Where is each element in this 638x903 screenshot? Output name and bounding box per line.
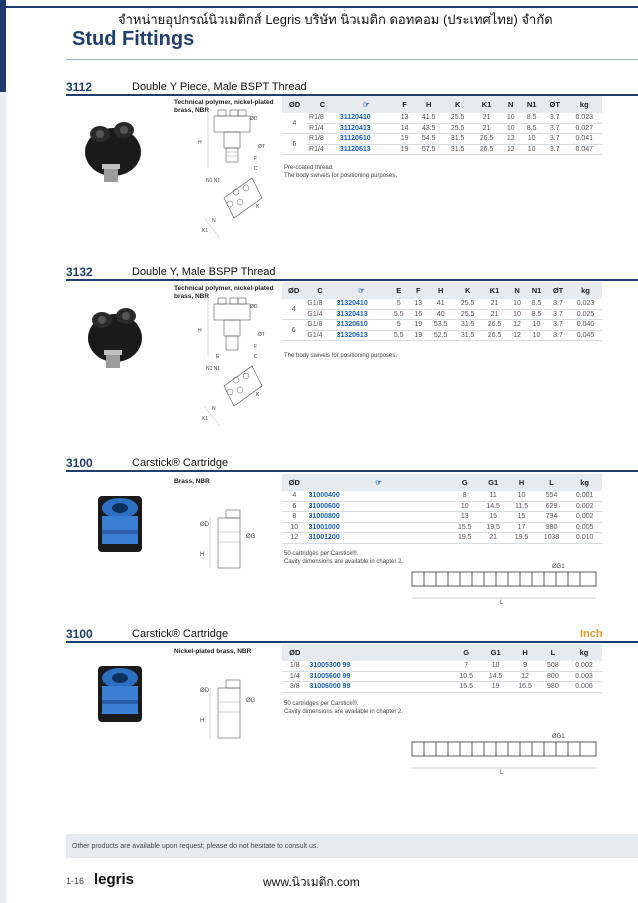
cell-code: 31120613 xyxy=(338,144,395,155)
cell-value: 3.7 xyxy=(547,309,569,320)
cell-c: G1/4 xyxy=(305,309,334,320)
cell-value: 41 xyxy=(427,299,454,309)
cell-code: 31120410 xyxy=(338,113,395,123)
label-od: ØD xyxy=(250,304,258,310)
note-line: Cavity dimensions are available in chapter 2. xyxy=(284,559,404,565)
cell-value: 10 xyxy=(507,491,535,501)
cell-value: 25.5 xyxy=(443,113,472,123)
technical-drawing-3112 xyxy=(194,108,280,248)
table-row xyxy=(282,671,602,682)
cell-value: 629 xyxy=(536,501,568,512)
label-k: K xyxy=(256,392,260,398)
cell-value: 17 xyxy=(507,522,535,533)
cell-value: 21 xyxy=(472,123,501,134)
cell-value: 0.023 xyxy=(569,299,602,309)
cell-od: 3/8 xyxy=(282,682,307,693)
cell-od: 4 xyxy=(282,113,307,134)
spec-table-3132 xyxy=(282,282,602,341)
col-header: ØD xyxy=(282,644,307,661)
cell-value: 26.5 xyxy=(481,320,508,331)
cell-value: 8 xyxy=(451,491,479,501)
cell-code: 31005600 99 xyxy=(307,671,451,682)
cell-c: R1/8 xyxy=(307,113,338,123)
cell-od: 6 xyxy=(282,320,305,341)
cell-value: 8.5 xyxy=(526,299,547,309)
cell-value: 9 xyxy=(510,661,539,671)
cell-value: 0.047 xyxy=(567,144,602,155)
col-header: ØD xyxy=(282,474,307,491)
cell-code: 31320610 xyxy=(335,320,389,331)
col-header: H xyxy=(507,474,535,491)
cell-value: 8.5 xyxy=(520,123,543,134)
section-number: 3100 xyxy=(66,627,93,641)
cell-value: 7 xyxy=(451,661,480,671)
cell-value: 3.7 xyxy=(543,144,567,155)
cell-value: 26.5 xyxy=(481,330,508,341)
product-photo-double-y-bspp xyxy=(82,300,148,372)
cell-od: 1/4 xyxy=(282,671,307,682)
col-header: ØD xyxy=(282,96,307,113)
cell-value: 1038 xyxy=(536,533,568,544)
top-bar xyxy=(0,6,638,8)
col-header: K1 xyxy=(472,96,501,113)
cell-code: 31320613 xyxy=(335,330,389,341)
cell-value: 10 xyxy=(508,299,526,309)
cell-value: 5 xyxy=(388,320,409,331)
col-header: L xyxy=(540,644,566,661)
product-photo-cartridge-inch xyxy=(90,660,150,730)
section-notes xyxy=(284,550,403,566)
cell-value: 0.040 xyxy=(569,320,602,331)
label-g1: ØG1 xyxy=(552,734,565,740)
cell-c: R1/4 xyxy=(307,144,338,155)
carstick-strip-drawing-inch xyxy=(404,726,604,774)
col-header: G1 xyxy=(481,644,510,661)
cell-value: 5.5 xyxy=(388,330,409,341)
cell-value: 52.5 xyxy=(427,330,454,341)
col-header-blank xyxy=(307,644,451,661)
col-header: G1 xyxy=(479,474,507,491)
cell-value: 14.5 xyxy=(481,671,510,682)
cell-code: 31000800 xyxy=(307,512,451,523)
cell-value: 0.045 xyxy=(569,330,602,341)
table-row xyxy=(282,501,602,512)
cell-value: 15 xyxy=(479,512,507,523)
cell-value: 3.7 xyxy=(543,123,567,134)
cell-value: 0.027 xyxy=(567,123,602,134)
cell-od: 4 xyxy=(282,299,305,320)
col-header: kg xyxy=(567,474,602,491)
page-title: Stud Fittings xyxy=(72,28,195,50)
table-row xyxy=(282,330,602,341)
section-number: 3112 xyxy=(66,80,93,94)
label-n: N xyxy=(212,406,216,412)
label-g1: ØG1 xyxy=(552,564,565,570)
cell-value: 57.5 xyxy=(414,144,443,155)
cell-value: 19 xyxy=(395,134,414,145)
label-l: L xyxy=(500,600,504,604)
cell-od: 10 xyxy=(282,522,307,533)
note-line: The body swivels for positioning purposes. xyxy=(284,353,398,359)
cell-value: 5 xyxy=(388,299,409,309)
cell-value: 0.002 xyxy=(567,501,602,512)
col-header: kg xyxy=(566,644,602,661)
cell-od: 6 xyxy=(282,501,307,512)
section-title: Double Y Piece, Male BSPT Thread xyxy=(132,81,307,93)
cell-value: 0.002 xyxy=(566,661,602,671)
col-header: K xyxy=(443,96,472,113)
col-header: F xyxy=(409,282,427,299)
label-h: H xyxy=(200,718,205,724)
cell-value: 10 xyxy=(481,661,510,671)
col-header: kg xyxy=(569,282,602,299)
cell-value: 0.001 xyxy=(567,491,602,501)
col-header: L xyxy=(536,474,568,491)
label-h: H xyxy=(200,552,205,558)
cell-value: 10 xyxy=(520,134,543,145)
table-row xyxy=(282,682,602,693)
material-text: Nickel-plated brass, NBR xyxy=(174,648,252,655)
col-header: N xyxy=(508,282,526,299)
col-header: G xyxy=(451,474,479,491)
sidebar-accent xyxy=(0,0,6,92)
col-header: ØT xyxy=(543,96,567,113)
col-header: C xyxy=(307,96,338,113)
table-row xyxy=(282,320,602,331)
col-header: C xyxy=(305,282,334,299)
note-line: 50 cartridges per Carstick®. xyxy=(284,551,359,557)
title-rule xyxy=(66,59,638,60)
cell-value: 12 xyxy=(510,671,539,682)
section-notes xyxy=(284,700,403,716)
label-ot: ØT xyxy=(258,332,265,338)
cell-value: 19.5 xyxy=(479,522,507,533)
cell-value: 53.5 xyxy=(427,320,454,331)
section-rule xyxy=(66,279,638,281)
hand-icon: ☞ xyxy=(335,282,389,299)
cartridge-drawing xyxy=(196,506,276,576)
table-row xyxy=(282,144,602,155)
cell-value: 3.7 xyxy=(543,113,567,123)
cell-value: 554 xyxy=(536,491,568,501)
cell-value: 19.5 xyxy=(507,533,535,544)
table-row xyxy=(282,522,602,533)
cell-c: G1/8 xyxy=(305,320,334,331)
col-header: E xyxy=(388,282,409,299)
cell-value: 43.5 xyxy=(414,123,443,134)
cell-c: R1/8 xyxy=(307,134,338,145)
cell-value: 0.005 xyxy=(567,522,602,533)
section-title: Double Y, Male BSPP Thread xyxy=(132,266,276,278)
col-header: F xyxy=(395,96,414,113)
label-n1: N1 N1 xyxy=(206,366,221,372)
cell-value: 25.5 xyxy=(443,123,472,134)
section-number: 3100 xyxy=(66,456,93,470)
unit-tag: Inch xyxy=(580,628,603,640)
cell-od: 8 xyxy=(282,512,307,523)
cell-value: 8.5 xyxy=(520,113,543,123)
cell-value: 31.5 xyxy=(454,320,481,331)
cell-c: R1/4 xyxy=(307,123,338,134)
cell-value: 794 xyxy=(536,512,568,523)
cell-value: 10 xyxy=(526,330,547,341)
cell-code: 31005300 99 xyxy=(307,661,451,671)
carstick-strip-drawing xyxy=(404,556,604,604)
cell-value: 14.5 xyxy=(479,501,507,512)
cell-value: 508 xyxy=(540,661,566,671)
section-number: 3132 xyxy=(66,265,93,279)
label-l: L xyxy=(500,770,504,774)
section-rule xyxy=(66,641,638,643)
col-header: H xyxy=(510,644,539,661)
cell-value: 0.006 xyxy=(566,682,602,693)
label-c: C xyxy=(254,166,258,172)
cell-value: 8.5 xyxy=(526,309,547,320)
cell-od: 4 xyxy=(282,491,307,501)
table-row xyxy=(282,299,602,309)
website-url[interactable]: www.นิวเมติก.com xyxy=(263,875,360,889)
label-h: H xyxy=(198,328,202,334)
cell-value: 0.003 xyxy=(566,671,602,682)
cell-value: 10 xyxy=(501,113,520,123)
cell-code: 31120413 xyxy=(338,123,395,134)
label-k1: K1 xyxy=(202,416,209,422)
label-ot: ØT xyxy=(258,144,265,150)
cell-value: 31.5 xyxy=(454,330,481,341)
material-text: Technical polymer, nickel-plated brass, NBR xyxy=(174,285,274,300)
section-rule xyxy=(66,470,638,472)
cartridge-drawing-inch xyxy=(196,676,276,746)
cell-value: 3.7 xyxy=(547,330,569,341)
cell-code: 31006000 99 xyxy=(307,682,451,693)
cell-value: 0.023 xyxy=(567,113,602,123)
cell-value: 40 xyxy=(427,309,454,320)
cell-value: 5.5 xyxy=(388,309,409,320)
cell-c: G1/4 xyxy=(305,330,334,341)
cell-value: 10 xyxy=(508,309,526,320)
table-row xyxy=(282,134,602,145)
material-text: Technical polymer, nickel-plated brass, NBR xyxy=(174,99,274,114)
cell-od: 1/8 xyxy=(282,661,307,671)
section-title: Carstick® Cartridge xyxy=(132,628,229,640)
col-header: G xyxy=(451,644,480,661)
cell-value: 54.5 xyxy=(414,134,443,145)
cell-value: 15 xyxy=(507,512,535,523)
cell-code: 31320413 xyxy=(335,309,389,320)
label-od: ØD xyxy=(250,116,258,122)
cell-value: 10 xyxy=(520,144,543,155)
cell-value: 12 xyxy=(501,144,520,155)
cell-od: 12 xyxy=(282,533,307,544)
section-notes xyxy=(284,164,397,180)
table-row xyxy=(282,123,602,134)
label-n: N xyxy=(212,218,216,224)
cell-value: 25.5 xyxy=(454,299,481,309)
note-line: The body swivels for positioning purposes. xyxy=(284,173,398,179)
label-f: F xyxy=(254,344,258,350)
table-row xyxy=(282,512,602,523)
label-od: ØD xyxy=(200,688,209,694)
note-line: 50 cartridges per Carstick®. xyxy=(284,701,359,707)
cell-value: 13 xyxy=(451,512,479,523)
footer-notice: Other products are available upon request; please do not hesitate to consult us. xyxy=(72,843,319,850)
cell-value: 15.5 xyxy=(451,682,480,693)
cell-value: 31.5 xyxy=(443,134,472,145)
cell-value: 0.041 xyxy=(567,134,602,145)
cell-value: 3.7 xyxy=(547,299,569,309)
label-og: ØG xyxy=(246,698,256,704)
cell-od: 6 xyxy=(282,134,307,155)
col-header: N1 xyxy=(526,282,547,299)
col-header: H xyxy=(414,96,443,113)
col-header: kg xyxy=(567,96,602,113)
col-header: N xyxy=(501,96,520,113)
cell-code: 31000400 xyxy=(307,491,451,501)
table-row xyxy=(282,309,602,320)
table-row xyxy=(282,661,602,671)
cell-value: 26.5 xyxy=(472,144,501,155)
cell-value: 12 xyxy=(501,134,520,145)
cell-c: G1/8 xyxy=(305,299,334,309)
cell-value: 12 xyxy=(508,330,526,341)
table-row xyxy=(282,113,602,123)
hand-icon: ☞ xyxy=(338,96,395,113)
cell-value: 3.7 xyxy=(543,134,567,145)
label-k: K xyxy=(256,204,260,210)
col-header: H xyxy=(427,282,454,299)
cell-value: 3.7 xyxy=(547,320,569,331)
label-k1: K1 xyxy=(202,228,209,234)
cell-value: 31.5 xyxy=(443,144,472,155)
cell-value: 10 xyxy=(451,501,479,512)
product-photo-double-y xyxy=(78,112,148,184)
cell-value: 41.5 xyxy=(414,113,443,123)
col-header: K xyxy=(454,282,481,299)
cell-value: 10 xyxy=(501,123,520,134)
cell-code: 31320410 xyxy=(335,299,389,309)
cell-value: 10 xyxy=(526,320,547,331)
material-text: Brass, NBR xyxy=(174,478,210,485)
cell-value: 25.5 xyxy=(454,309,481,320)
cell-code: 31001000 xyxy=(307,522,451,533)
label-h: H xyxy=(198,140,202,146)
cell-value: 13 xyxy=(395,113,414,123)
cell-value: 15.5 xyxy=(451,522,479,533)
cell-value: 980 xyxy=(536,522,568,533)
cell-value: 16.5 xyxy=(510,682,539,693)
product-photo-cartridge xyxy=(90,490,150,560)
note-line: Pre-coated thread. xyxy=(284,165,334,171)
spec-table-3100-inch xyxy=(282,644,602,693)
cell-value: 21 xyxy=(472,113,501,123)
cell-value: 0.010 xyxy=(567,533,602,544)
note-line: Cavity dimensions are available in chapter 2. xyxy=(284,709,404,715)
cell-value: 0.025 xyxy=(569,309,602,320)
col-header: N1 xyxy=(520,96,543,113)
cell-value: 980 xyxy=(540,682,566,693)
col-header: K1 xyxy=(481,282,508,299)
cell-value: 19 xyxy=(395,144,414,155)
cell-value: 13 xyxy=(409,299,427,309)
cell-value: 11.5 xyxy=(507,501,535,512)
label-od: ØD xyxy=(200,522,209,528)
cell-value: 800 xyxy=(540,671,566,682)
left-sidebar xyxy=(0,0,6,903)
spec-table-3100 xyxy=(282,474,602,544)
cell-value: 10.5 xyxy=(451,671,480,682)
cell-code: 31120610 xyxy=(338,134,395,145)
section-title: Carstick® Cartridge xyxy=(132,457,229,469)
label-f: F xyxy=(254,156,258,162)
cell-value: 19 xyxy=(481,682,510,693)
cell-value: 26.5 xyxy=(472,134,501,145)
col-header: ØD xyxy=(282,282,305,299)
page-number: 1-16 xyxy=(66,876,85,886)
brand-logo: legris xyxy=(94,871,135,888)
cell-value: 11 xyxy=(479,491,507,501)
cell-value: 12 xyxy=(508,320,526,331)
cell-value: 21 xyxy=(481,309,508,320)
cell-value: 16 xyxy=(409,309,427,320)
table-row xyxy=(282,533,602,544)
company-name: จำหน่ายอุปกรณ์นิวเมติกส์ Legris บริษัท นิวเมติก ดอทคอม (ประเทศไทย) จำกัด xyxy=(118,12,553,27)
cell-code: 31001200 xyxy=(307,533,451,544)
cell-value: 21 xyxy=(481,299,508,309)
spec-table-3112 xyxy=(282,96,602,155)
table-row xyxy=(282,491,602,501)
section-notes xyxy=(284,352,397,360)
cell-value: 0.002 xyxy=(567,512,602,523)
cell-value: 19 xyxy=(409,330,427,341)
cell-value: 14 xyxy=(395,123,414,134)
cell-value: 21 xyxy=(479,533,507,544)
col-header: ØT xyxy=(547,282,569,299)
label-c: C xyxy=(254,354,258,360)
technical-drawing-3132 xyxy=(194,296,280,436)
label-og: ØG xyxy=(246,534,256,540)
cell-code: 31000600 xyxy=(307,501,451,512)
cell-value: 19.5 xyxy=(451,533,479,544)
hand-icon: ☞ xyxy=(307,474,451,491)
cell-value: 19 xyxy=(409,320,427,331)
label-n1: N1 N1 xyxy=(206,178,221,184)
label-e: E xyxy=(216,354,220,360)
